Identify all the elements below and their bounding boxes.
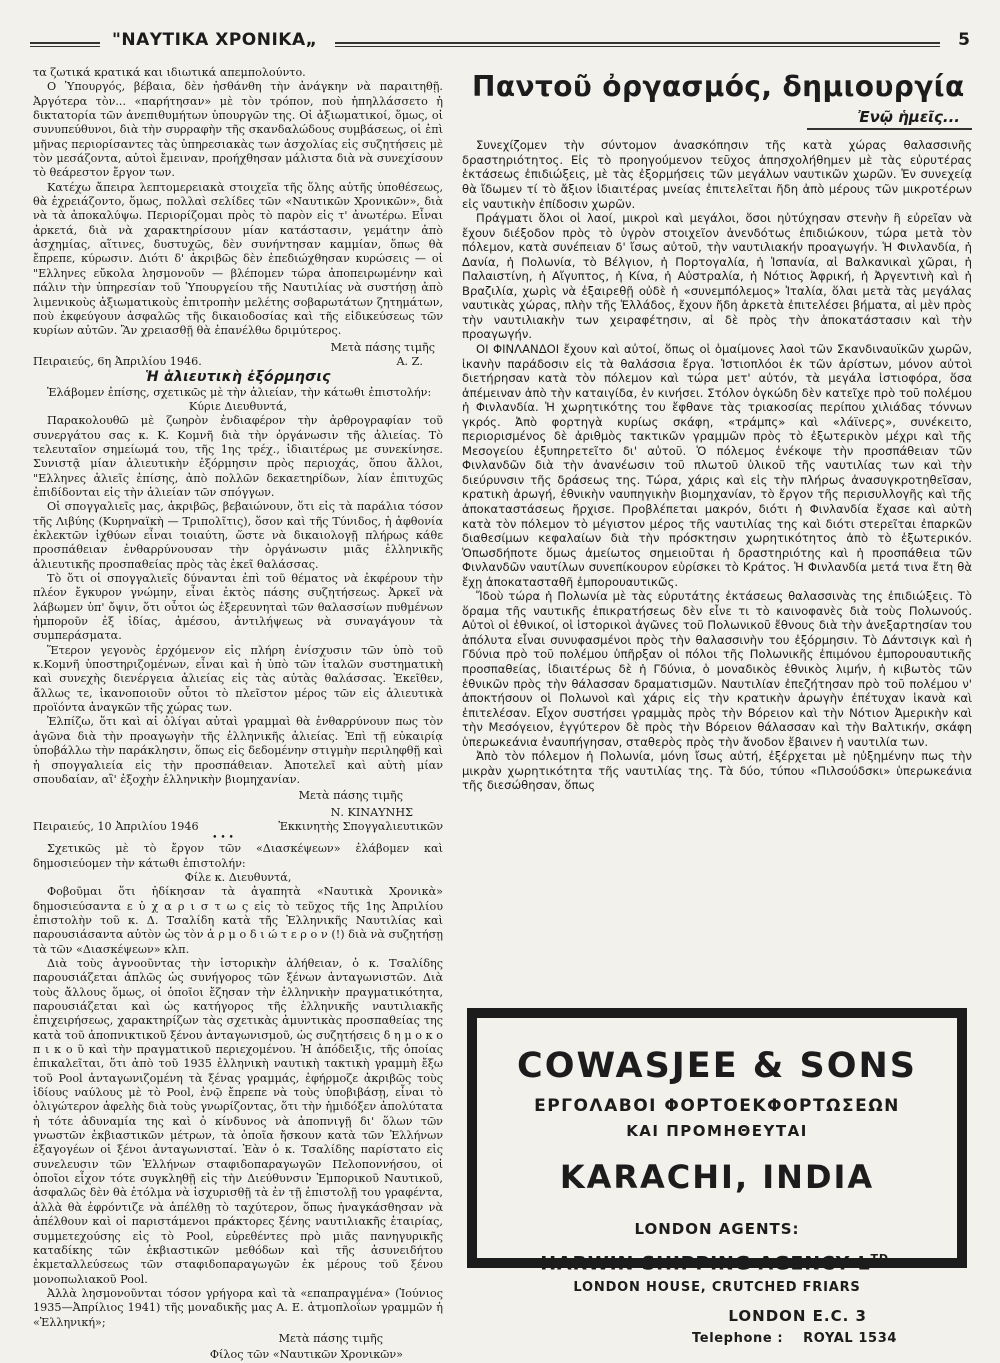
place-date: Πειραιεύς, 6η Ἀπριλίου 1946.: [33, 354, 202, 368]
separator: • • •: [212, 833, 234, 844]
ad-agency: [477, 1252, 957, 1274]
ad-telephone-value: ROYAL 1534: [803, 1331, 897, 1347]
signature-name: Φίλος τῶν «Ναυτικῶν Χρονικῶν»: [209, 1348, 403, 1362]
paragraph: Ἐλπίζω, ὅτι καὶ αἱ ὀλίγαι αὐταὶ γραμμαὶ θὰ ἐνθαρρύνουν πως τὸν ἀγῶνα διὰ τὴν προαγωγὴν τῆς ἑλληνικῆς ἁλιείας. Ἐπὶ τῇ εὐκαιρίᾳ ὑποβάλλω τὴν παράκλησιν, ὅπως εἰς δεδομένην στιγμὴν περιληφθῇ καὶ ἡ σπογγαλιεία εἰς τὴν προσπάθειαν. Ἀποτελεῖ καὶ αὐτὴ μίαν σπουδαίαν, αἲ' ἐξοχὴν ἑλληνικὴν βιομηχανίαν.: [33, 715, 443, 786]
paragraph: Σχετικῶς μὲ τὸ ἔργον τῶν «Διασκέψεων» ἐλάβομεν καὶ δημοσιεύομεν τὴν κάτωθι ἐπιστολήν:: [33, 842, 443, 870]
paragraph: Ο Ὑπουργός, βέβαια, δὲν ἠσθάνθη τὴν ἀνάγκην νὰ παραιτηθῇ. Ἀργότερα τὸν... «παρήτησαν» μὲ τὸν τρόπον, ποὺ ἠπηλλάσσετο ἡ δικτατορία τῶν ἀνεπιθυμήτων ὑπουργῶν της. Οἱ ἀξιωματικοί, ὅμως, οἱ συνυπεύθυνοι, διὰ τὴν συρραφὴν τῆς σκανδαλώδους συμβάσεως, οἱ ἐπὶ μῆνας περιορίσαντες τὰς ὑπηρεσιακὰς των ἀσχολίας εἰς συζητήσεις μὲ τὸν μεσάζοντα, αὐτοὶ ἔμειναν, προήχθησαν μάλιστα διὰ νὰ συνεχίσουν τὸ θεάρεστον ἔργον των.: [33, 80, 443, 180]
paragraph: τα ζωτικά κρατικά και ιδιωτικά απεμπολούντο.: [33, 66, 306, 79]
signature-closing: Μετὰ πάσης τιμῆς: [298, 789, 403, 803]
page-header: [30, 28, 970, 58]
ad-city: KARACHI, INDIA: [559, 1158, 875, 1196]
ad-agency-name: HARWIN SHIPPING AGENCY L: [540, 1252, 871, 1275]
paragraph: Ἀπὸ τὸν πόλεμον ἡ Πολωνία, μόνη ἴσως αὐτή, ἐξέρχεται μὲ ηὐξημένην πως τὴν μικρὰν χωρητικότητα τῆς ναυτιλίας της. Τὰ δύο, τύπου «Πιλσούδσκι» ὑπερωκεάνια τῆς διεσώθησαν, ὅπως: [462, 749, 972, 793]
paragraph: Πράγματι ὅλοι οἱ λαοί, μικροὶ καὶ μεγάλοι, ὅσοι ηὐτύχησαν στενὴν ἢ εὐρεῖαν νὰ ἔχουν διέξοδον πρὸς τὸ ὑγρὸν στοιχεῖον ἀνενδότως ἐπιδιώκουν, τώρα μετὰ τὸν πόλεμον, κατὰ συνέπειαν δ' ἴσως αὐτοῦ, τὴν ναυτιλιακήν προαγωγήν. Ἡ Φινλανδία, ἡ Δανία, ἡ Πολωνία, τὸ Βέλγιον, ἡ Πορτογαλία, ἡ Ἱσπανία, αἱ Βαλκανικαὶ χῶραι, ἡ Παλαιστίνη, ἡ Αἴγυπτος, ἡ Κίνα, ἡ Αὐστραλία, ἡ Νότιος Ἀφρική, ἡ Ἀργεντινὴ καὶ ἡ Βραζιλία, χωρὶς νὰ ἐξαιρεθῇ οὐδὲ ἡ «συνεμπόλεμος» Ἰταλία, ὅλαι μετὰ τὰς μεγάλας ναυτικὰς χώρας, πλὴν τῆς Ἑλλάδος, ἔχουν ἤδη ἀρκετὰ ἐπιτελέσει βήματα, αἱ μὲν πρὸς τὴν ναυτιλιακὴν των χειραφέτησιν, αἱ δὲ πρὸς τὴν ἀποκατάστασιν καὶ τὴν προαγωγήν.: [462, 211, 972, 342]
masthead: "ΝΑΥΤΙΚΑ ΧΡΟΝΙΚΑ„: [112, 30, 318, 50]
ad-agents-label: LONDON AGENTS:: [634, 1220, 800, 1238]
ad-role: ΕΡΓΟΛΑΒΟΙ ΦΟΡΤΟΕΚΦΟΡΤΩΣΕΩΝ: [534, 1096, 900, 1116]
right-column: [462, 66, 972, 793]
paragraph: Οἱ σπογγαλιεῖς μας, ἀκριβῶς, βεβαιώνουν, ὅτι εἰς τὰ παράλια τόσον τῆς Λιβύης (Κυρηναϊκὴ — Τριπολῖτις), ὅσον καὶ τῆς Τύνιδος, ἡ ἀφθονία ἐκλεκτῶν ἰχθύων εἶναι τοιαύτη, ὥστε νὰ δικαιολογῇ πλήρως κάθε προσπάθειαν ἐνθαρρύνουσαν τὴν ὀργάνωσιν μιᾶς ἑλληνικῆς ἁλιευτικῆς προσπαθείας πρὸς τὰς ἐκεῖ θαλάσσας.: [33, 500, 443, 571]
header-rule-right: [335, 42, 940, 47]
signature-closing: Μετὰ πάσης τιμῆς: [330, 340, 435, 354]
signature-role: Ἐκκινητὴς Σπογγαλιευτικῶν: [278, 819, 443, 833]
signature-line: [33, 820, 443, 834]
ad-address: LONDON HOUSE, CRUTCHED FRIARS: [573, 1280, 861, 1296]
paragraph: Διὰ τοὺς ἀγνοοῦντας τὴν ἱστορικὴν ἀλήθειαν, ὁ κ. Τσαλίδης παρουσιάζεται ἁπλῶς ὡς συνήγορος τῶν ξένων ἀνταγωνιστῶν. Διὰ τοὺς ἄλλους ὅμως, οἱ ὁποῖοι ἔζησαν τὴν ἑλληνικὴν πραγματικότητα, παρουσιάζεται καὶ ὡς κατήγορος τῆς ἑλληνικῆς ναυτιλιακῆς ἐπιχειρήσεως, χαρακτηρίζων τὰς σχετικὰς ἀμυντικὰς προσπαθείας της κατὰ τοῦ ἀποπνικτικοῦ ξένου ἀνταγωνισμοῦ, ὡς συζητήσεις δ η μ ο κ ο π ι κ ο ῦ καὶ τὴν πραγματικοῦ περιεχομένου. Ἡ ἀπόδειξις, τῆς ὁποίας ἐπικαλεῖται, ὅτι ἀπὸ τοῦ 1935 ἑλληνικὴ ναυτικὴ τακτικὴ γραμμὴ ἔξω τοῦ Pool ἀνταγωνιζομένη τὰ ξένας γραμμάς, ἐφήρμοζε ἀκριβῶς τοὺς ἰδίους ναύλους μὲ τὸ Pool, ἐνῷ ἔπρεπε νὰ τοὺς ὑποβιβάσῃ, εἶναι τὸ ὀλιγώτερον ἀφελὴς διὰ τοὺς γνωρίζοντας, ὅτι τὴν ἡμιδόξεν ἀπολύτατα ἡ τότε ἀδυναμία της καὶ ὁ κίνδυνος νὰ ἀποπνιγῇ δι' ὅλων τῶν γνωστῶν ἐκβιαστικῶν μέτρων, τὰ ὁποῖα ἤσκουν κατὰ τῶν Ἑλλήνων ἐξαγογέων οἱ ξένοι ἀνταγωνισταί. Ἐὰν ὁ κ. Τσαλίδης παρίστατο εἰς συνελευσιν τῶν Ἑλλήνων σταφιδοπαραγωγῶν Πελοποννήσου, οἱ ὁποῖοι εἶχον τότε συγκληθῇ εἰς τὴν Διεύθυνσιν Ἐμπορικοῦ Ναυτικοῦ, ἀσφαλῶς δὲν θὰ ἐτόλμα νὰ ἰσχυρισθῇ τὰ ἐν τῇ ἐπιστολῇ του γραφέντα, ἀλλὰ θὰ ἐφρόντιζε νὰ ἀπέλθῃ τὸ ταχύτερον, ὅπως ἠναγκάσθησαν νὰ ἀπέλθουν καὶ οἱ παριστάμενοι πράκτορες ξένης ναυτιλιακῆς ἑταιρίας, συμμετεχούσης εἰς τὸ Pool, εὑρεθέντες πρὸ μιᾶς πανηγυρικῆς καταδίκης τῶν ἐκβιαστικῶν μεθόδων καὶ τῆς ἀσυνειδήτου ἐκμεταλλεύσεως τῶν σταφιδοπαραγωγῶν ἐκ μέρους τοῦ ξένου μονοπωλιακοῦ Pool.: [33, 956, 443, 1286]
advertisement: [467, 1008, 967, 1347]
ad-role-line2: ΚΑΙ ΠΡΟΜΗΘΕΥΤΑΙ: [626, 1122, 808, 1140]
signature-name: Ν. ΚΙΝΑΥΝΗΣ: [330, 805, 413, 819]
subtitle-rule: [807, 128, 972, 130]
page-number: 5: [958, 30, 970, 50]
ad-content: [477, 1018, 957, 1347]
ad-telephone-label: Telephone :: [692, 1331, 784, 1347]
article-subtitle: Ἐνῷ ἡμεῖς...: [857, 108, 960, 126]
paragraph: Φοβοῦμαι ὅτι ἠδίκησαν τὰ ἀγαπητὰ «Ναυτικὰ Χρονικὰ» δημοσιεύσαντα ε ὐ χ α ρ ι σ τ ω ς εἰς τὸ τεῦχος τῆς 1ης Ἀπριλίου ἐπιστολὴν τοῦ κ. Δ. Τσαλίδη κατὰ τῆς Ἑλληνικῆς Ναυτιλίας καὶ παρουσιάσαντα αὐτὸν ὡς τὸν ἁ ρ μ ο δ ι ώ τ ε ρ ο ν (!) διὰ νὰ συζητήσῃ τὰ τῶν «Διασκέψεων» κλπ.: [33, 885, 443, 956]
signature-closing: Μετὰ πάσης τιμῆς: [278, 1331, 383, 1345]
signature-line: [33, 355, 443, 369]
ad-agency-suffix: TD.: [870, 1252, 894, 1265]
article-title: Παντοῦ ὀργασμός, δημιουργία: [472, 70, 965, 103]
paragraph: Κατέχω ἄπειρα λεπτομερειακὰ στοιχεῖα τῆς ὅλης αὐτῆς ὑποθέσεως, θὰ ἐχρειάζοντο, ὅμως, πολλαὶ σελίδες τῶν «Ναυτικῶν Χρονικῶν», διὰ νὰ τὰ ἀποκαλύψω. Περιορίζομαι πρὸς τὸ παρὸν εἰς τ' ἀνωτέρω. Εἶναι ἀρκετά, διὰ νὰ χαρακτηρίσουν μίαν κατάστασιν, γεμάτην ἀπὸ ἀσχημίας, αἵτινες, δυστυχῶς, δὲν συνήντησαν καμμίαν, ὅπως θὰ ἔπρεπε, κύρωσιν. Διότι δ' ἀκριβῶς δὲν ἐπεδιώχθησαν κυρώσεις — οἱ "Ελληνες εὔκολα λησμονοῦν — βλέπομεν τώρα ἀποπειρωμένην καὶ πάλιν τὴν ὑπηρεσίαν τοῦ Ὑπουργείου τῆς Ναυτιλίας νὰ συστήσῃ ἀπὸ λιμενικοὺς ἀξιωματικοὺς ἐπιτροπὴν μελέτης σοβαρωτάτων ζητημάτων, ποὺ ἐκφεύγουν ἀσφαλῶς τῆς δικαιοδοσίας καὶ τῆς εἰδικεύσεως τῶν κυρίων αὐτῶν. Ἂν χρειασθῇ θὰ ἐπανέλθω δριμύτερος.: [33, 180, 443, 338]
salutation: Κύριε Διευθυντά,: [188, 399, 288, 413]
paragraph: Συνεχίζομεν τὴν σύντομον ἀνασκόπησιν τῆς κατὰ χώρας θαλασσινῆς δραστηριότητος. Εἰς τὸ προηγούμενον τεῦχος ἀπησχολήθημεν μὲ τὰς εὐρυτέρας ἐκτάσεως ἐπιδιώξεις, μὲ τὰς ἐξορμήσεις τῶν μεγάλων ναυτικῶν χωρῶν. Ἐν συνεχείᾳ θὰ ἴδωμεν τί τὸ ἄξιον ἰδιαιτέρας μνείας ἐπιτελεῖται ἤδη ἀπὸ μέρους τῶν μικροτέρων εἰς ναυτικὴν ἐπίδοσιν χωρῶν.: [462, 138, 972, 211]
header-rule-left: [30, 42, 100, 47]
paragraph: Τὸ ὅτι οἱ σπογγαλιεῖς δύνανται ἐπὶ τοῦ θέματος νὰ ἐκφέρουν τὴν πλέον ἔγκυρον γνώμην, εἶναι ἐκτὸς πάσης συζητήσεως. Ἀρκεῖ νὰ λάβωμεν ὑπ' ὄψιν, ὅτι οὗτοι ὡς ἐξερευνηταὶ τῶν θαλασσίων πυθμένων ἠμποροῦν ἐξ ἰδίας, ἀμέσου, ἀντιλήψεως νὰ συναγάγουν τὰ συμπεράσματα.: [33, 572, 443, 643]
article-body: [462, 138, 972, 793]
left-column: [33, 66, 443, 1363]
paragraph: Ἴδοὺ τώρα ἡ Πολωνία μὲ τὰς εὐρυτάτης ἐκτάσεως θαλασσινὰς της ἐπιδιώξεις. Τὸ ὅραμα τῆς ναυτικῆς ἐπικρατήσεως δὲν εἶνε τι τὸ καινοφανὲς διὰ τοὺς Πολωνούς. Αὐτοὶ οἱ ἐθνικοί, οἱ ἱστορικοὶ ἀγῶνες τοῦ Πολωνικοῦ ἔθνους διὰ τὴν ἀνεξαρτησίαν του ἀπόλυτα εἶναι συνυφασμένοι πρὸς τὴν θαλασσινὴν του ἐξόρμησιν. Τὸ Δάντσιγκ καὶ ἡ Γδύνια πρὸ τοῦ πολέμου ὑπῆρξαν οἱ πόλοι τῆς Πολωνικῆς ἐπιμόνου ἐμπορουαυτικῆς προσπαθείας, ἰδιαιτέρως δὲ ἡ Γδύνια, ὁ μοναδικὸς ἐθνικὸς λιμήν, ἡ κιβωτὸς τῶν ἐθνικῶν πρὸς τὴν θάλασσαν δραματισμῶν. Ναυτιλίαν ἐπεζήτησαν πρὸ τοῦ πολέμου ν' ἀποκτήσουν οἱ Πολωνοὶ καὶ χάρις εἰς τὴν κρατικὴν ἀρωγὴν ἐπέτυχαν ἱκανὰ καὶ ἐπιτελέσαν. Εἶχον συστήσει γραμμὰς πρὸς τὴν Βόρειον καὶ τὴν Νότιον Ἀμερικὴν καὶ τὴν Μεσόγειον, ἐγγύτερον δὲ πρὸς τὴν Βόρειον θάλασσαν καὶ τὴν Βαλτικήν, σκάφη ὑπερωκεάνια ἐναυπήγησαν, σταθερὸς πρὸς τὴν ἄνοδον ἔβαινεν ἡ ναυτιλία των.: [462, 589, 972, 749]
paragraph: Ἕτερον γεγονὸς ἐρχόμενον εἰς πλήρη ἐνίσχυσιν τῶν ὑπὸ τοῦ κ.Κομνῆ ὑποστηριζομένων, εἶναι καὶ ἡ ὑπὸ τῶν ἰταλῶν συστηματικὴ καὶ συνεχὴς διενέργεια ἁλιείας εἰς τὰς αὐτὰς θαλάσσας. Ἐκεῖθεν, ἄλλως τε, ἱκανοποιοῦν οὗτοι τὸ πλεῖστον μέρος τῶν εἰς ἁλιευτικὰ προϊόντα ἀναγκῶν τῆς χώρας των.: [33, 643, 443, 715]
paragraph: Ἀλλὰ λησμονοῦνται τόσον γρήγορα καὶ τὰ «επαπραγμένα» (Ἰούνιος 1935—Ἀπρίλιος 1941) τῆς μοναδικῆς μας Α. Ε. ἀτμοπλοΐων γραμμῶν ἡ «Ἑλληνική»;: [33, 1286, 443, 1329]
section-title: Ἡ ἁλιευτικὴ ἐξόρμησις: [145, 369, 331, 386]
ad-telephone: [477, 1331, 957, 1346]
place-date: Πειραιεύς, 10 Ἀπριλίου 1946: [33, 819, 199, 833]
paragraph: Ἐλάβομεν ἐπίσης, σχετικῶς μὲ τὴν ἁλιείαν, τὴν κάτωθι ἐπιστολήν:: [47, 385, 432, 399]
ad-company: COWASJEE & SONS: [517, 1046, 917, 1086]
paragraph: Παρακολουθῶ μὲ ζωηρὸν ἐνδιαφέρον τὴν ἀρθρογραφίαν τοῦ συνεργάτου σας κ. Κ. Κομνῆ διὰ τὴν ὀργάνωσιν τῆς ἁλιείας. Τὸ τελευταῖον σημείωμά του, τῆς 1ης τρέχ., ἰδιαιτέρως με συνεκίνησε. Συνιστᾷ μίαν ἁλιευτικὴν ἐξόρμησιν πρὸς περιοχάς, ὅπου ἄλλοι, "Ελληνες ἁλιεῖς ἐπίσης, ἀπὸ πολλῶν δεκαετηρίδων, λίαν ἐπιτυχῶς ἐπιδίδονται εἰς τὴν ἁλιείαν τῶν σπόγγων.: [33, 414, 443, 499]
signature-initials: Α. Ζ.: [396, 354, 423, 368]
salutation: Φίλε κ. Διευθυντά,: [184, 870, 292, 884]
ad-postal: LONDON E.C. 3: [728, 1307, 867, 1326]
paragraph: ΟΙ ΦΙΝΛΑΝΔΟΙ ἔχουν καὶ αὐτοί, ὅπως οἱ ὁμαίμονες λαοὶ τῶν Σκανδιναυϊκῶν χωρῶν, ἱκανὴν παράδοσιν εἰς τὰ θαλάσσια ἔργα. Ἱστιοπλόοι ἐκ τῶν ἀρίστων, μόνον αὐτοὶ διετήρησαν κατὰ τὸν πόλεμον καὶ τώρα μετ' αὐτόν, τὰ μεγάλα ἱστιοφόρα, ὅσα ἀπέμειναν ἀπὸ τὴν καταιγίδα, ἐν κινήσει. Στόλον ὀγκώδη δὲν κατεῖχε πρὸ τοῦ πολέμου ἡ Φινλανδία. Ἡ χωρητικότης του ἔφθανε τὰς τριακοσίας περίπου χιλιάδας τόννων γκρός. Ἀπὸ φορτηγὰ κυρίως σκάφη, «τράμπς» καὶ «λάϊνερς», συνέκειτο, περιορισμένος δὲ ἀριθμὸς τακτικῶν γραμμῶν πρὸς τὸ ἐξωτερικὸν μέχρι καὶ τῆς Μεσογείου ἐξυπηρετεῖτο δι' αὐτοῦ. Ὁ πόλεμος ἐνέκοψε τὴν προσπάθειαν τῶν Φινλανδῶν διὰ τὴν ἀνανέωσιν τοῦ πλωτοῦ ὑλικοῦ τῆς ναυτιλίας των καὶ τὴν διεύρυνσιν τῆς δράσεως της. Τώρα, χάρις καὶ εἰς τὴν πλήρως ἀνασυγκροτηθεῖσαν, κρατικὴ ἀρωγή, ἐθνικὴν ναυπηγικὴν βιομηχανίαν, τὸ ἔργον τῆς περισυλλογῆς καὶ τῆς ἀποκαταστάσεως ἤρχισε. Προβλέπεται μακρόν, διότι ἡ Φινλανδία ἔχασε καὶ αὐτὴ κατὰ τὸν πόλεμον τὸ μέγιστον μέρος τῆς ναυτιλίας της καὶ διότι στερεῖται ἐπαρκῶν διαθεσίμων κεφαλαίων διὰ τὴν πρόσκτησιν χωρητικότητος ἀπὸ τὸ ἐξωτερικόν. Ὁπωσδήποτε ὅμως ἀμείωτος σημειοῦται ἡ δραστηριότης καὶ ἡ προσπάθεια τῶν Φινλανδῶν ναυτίλων συνεπίκουρον εὑρίσκει τὸ Κράτος. Ἡ Φινλανδία μετά τινα ἔτη θὰ ἔχῃ ἀποκατασταθῆ ἐμπορουαυτικῶς.: [462, 342, 972, 589]
